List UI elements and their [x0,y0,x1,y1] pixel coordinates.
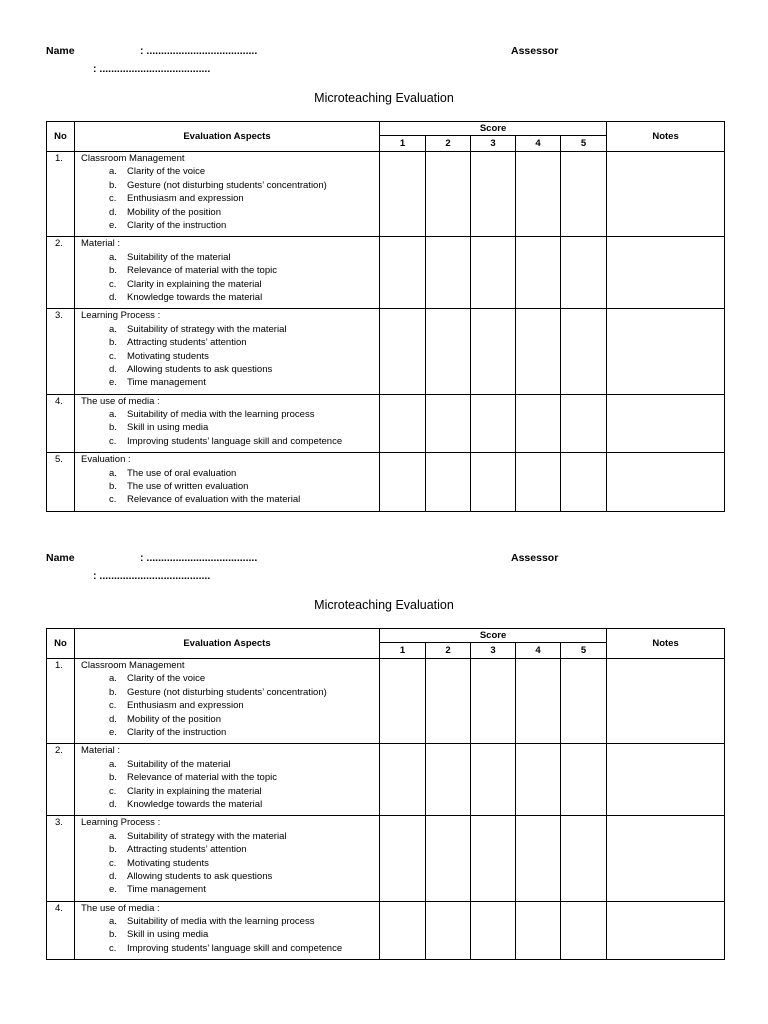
section-aspects [75,309,380,394]
aspect-item [81,350,375,363]
score-3-cell[interactable] [471,659,516,744]
aspect-item [81,278,375,291]
aspect-item-letter: b. [109,686,117,698]
aspect-item-text: Clarity of the instruction [127,726,227,738]
aspect-item-text: Relevance of evaluation with the material [127,494,301,506]
aspect-item-text: Clarity in explaining the material [127,278,262,290]
aspect-item-letter: a. [109,673,117,685]
aspect-item [81,699,375,712]
aspect-item-letter: a. [109,830,117,842]
section-row [47,394,725,453]
section-number: 2. [47,237,75,309]
section-row [47,659,725,744]
score-5-cell[interactable] [561,453,607,512]
score-1-header: 1 [380,643,426,659]
aspect-item-letter: e. [109,377,117,389]
notes-cell[interactable] [607,816,725,901]
score-1-cell[interactable] [380,309,426,394]
aspect-item [81,192,375,205]
section-row [47,453,725,512]
aspect-item-letter: d. [109,206,117,218]
aspect-item [81,480,375,493]
aspect-item-text: Improving students’ language skill and competence [127,942,343,954]
score-4-cell[interactable] [516,901,561,960]
aspect-item-letter: a. [109,323,117,335]
section-title: The use of media : [81,902,160,914]
col-notes-header: Notes [607,122,725,152]
section-title: Learning Process : [81,817,161,829]
aspect-item-letter: d. [109,713,117,725]
notes-cell[interactable] [607,453,725,512]
aspect-item [81,408,375,421]
aspect-item-text: Gesture (not disturbing students’ concentration) [127,179,327,191]
score-2-header: 2 [426,643,471,659]
aspect-item-letter: b. [109,844,117,856]
aspect-item [81,672,375,685]
section-row [47,152,725,237]
section-aspects [75,744,380,816]
notes-cell[interactable] [607,152,725,237]
form-header-1 [0,45,768,93]
score-3-header: 3 [471,136,516,152]
notes-cell[interactable] [607,744,725,816]
aspect-item-letter: a. [109,251,117,263]
score-4-cell[interactable] [516,659,561,744]
section-aspects [75,152,380,237]
form-header-2 [0,552,768,600]
section-aspects [75,659,380,744]
aspect-item-text: Motivating students [127,350,209,362]
section-aspects [75,394,380,453]
score-2-cell[interactable] [426,901,471,960]
col-score-header: Score [380,122,607,136]
aspect-item-text: Relevance of material with the topic [127,265,277,277]
score-2-cell[interactable] [426,152,471,237]
score-4-cell[interactable] [516,816,561,901]
aspect-item-text: Mobility of the position [127,713,221,725]
aspect-item-letter: b. [109,929,117,941]
aspect-item-text: Suitability of the material [127,758,231,770]
aspect-item-letter: b. [109,179,117,191]
section-title: Evaluation : [81,454,131,466]
section-title: Learning Process : [81,310,161,322]
section-aspects [75,816,380,901]
score-3-cell[interactable] [471,744,516,816]
aspect-item-text: Clarity of the voice [127,673,206,685]
aspect-item [81,421,375,434]
score-1-cell[interactable] [380,152,426,237]
aspect-item [81,219,375,232]
aspect-item [81,928,375,941]
aspect-item [81,165,375,178]
aspect-item-text: Clarity of the instruction [127,219,227,231]
score-2-cell[interactable] [426,394,471,453]
assessor-label: Assessor [511,552,559,564]
aspect-item-text: Suitability of strategy with the material [127,830,287,842]
aspect-item [81,251,375,264]
aspect-item [81,870,375,883]
score-4-cell[interactable] [516,152,561,237]
section-title: Classroom Management [81,660,185,671]
score-1-cell[interactable] [380,744,426,816]
score-1-cell[interactable] [380,659,426,744]
section-number: 3. [47,816,75,901]
aspect-item-letter: b. [109,481,117,493]
section-number: 5. [47,453,75,512]
aspect-item-letter: c. [109,700,117,712]
notes-cell[interactable] [607,901,725,960]
section-title: Material : [81,745,121,757]
score-1-cell[interactable] [380,394,426,453]
aspect-item-text: Attracting students’ attention [127,844,247,856]
aspect-item-text: Attracting students’ attention [127,337,247,349]
section-aspects [75,237,380,309]
aspect-item-letter: e. [109,219,117,231]
aspect-item-text: Motivating students [127,857,209,869]
aspect-item-text: Suitability of the material [127,251,231,263]
aspect-item-text: Suitability of strategy with the material [127,323,287,335]
aspect-item [81,883,375,896]
aspect-item-text: Allowing students to ask questions [127,870,273,882]
form-title-1: Microteaching Evaluation [314,91,454,105]
aspect-item [81,726,375,739]
score-4-cell[interactable] [516,744,561,816]
score-1-cell[interactable] [380,453,426,512]
aspect-item-text: Knowledge towards the material [127,798,263,810]
col-notes-header: Notes [607,629,725,659]
score-5-cell[interactable] [561,394,607,453]
form-title-2: Microteaching Evaluation [314,598,454,612]
aspect-item-letter: e. [109,726,117,738]
aspect-item [81,323,375,336]
score-4-cell[interactable] [516,453,561,512]
section-number: 4. [47,901,75,960]
aspect-item-letter: c. [109,494,117,506]
section-number: 2. [47,744,75,816]
score-2-header: 2 [426,136,471,152]
aspect-item [81,798,375,811]
notes-cell[interactable] [607,394,725,453]
aspect-item [81,857,375,870]
score-3-cell[interactable] [471,816,516,901]
aspect-item [81,771,375,784]
aspect-item-letter: d. [109,870,117,882]
assessor-label: Assessor [511,45,559,57]
score-3-cell[interactable] [471,453,516,512]
aspect-item [81,758,375,771]
notes-cell[interactable] [607,309,725,394]
name-field[interactable]: : ...................................... [140,45,258,57]
aspect-item [81,785,375,798]
evaluation-table-2 [46,628,725,960]
score-5-cell[interactable] [561,152,607,237]
aspect-item-text: The use of written evaluation [127,481,249,493]
assessor-field[interactable]: : ...................................... [93,570,211,582]
score-3-cell[interactable] [471,237,516,309]
score-5-cell[interactable] [561,744,607,816]
aspect-item-text: Relevance of material with the topic [127,772,277,784]
aspect-item-letter: b. [109,265,117,277]
aspect-item-letter: b. [109,337,117,349]
aspect-item [81,264,375,277]
aspect-item [81,206,375,219]
aspect-item-letter: c. [109,435,117,447]
aspect-item [81,942,375,955]
aspect-item-text: Clarity in explaining the material [127,785,262,797]
col-no-header: No [47,122,75,152]
section-row [47,237,725,309]
aspect-item-text: Enthusiasm and expression [127,193,244,205]
section-row [47,744,725,816]
score-4-cell[interactable] [516,237,561,309]
aspect-item-letter: d. [109,363,117,375]
aspect-item-letter: e. [109,884,117,896]
aspect-item-letter: a. [109,916,117,928]
aspect-item [81,713,375,726]
score-4-cell[interactable] [516,309,561,394]
section-number: 3. [47,309,75,394]
score-4-header: 4 [516,136,561,152]
section-aspects [75,453,380,512]
aspect-item-letter: a. [109,166,117,178]
score-5-cell[interactable] [561,901,607,960]
score-2-cell[interactable] [426,237,471,309]
name-label: Name [46,552,75,564]
section-aspects [75,901,380,960]
aspect-item-letter: c. [109,350,117,362]
aspect-item-letter: c. [109,193,117,205]
aspect-item-text: Improving students’ language skill and competence [127,435,343,447]
aspect-item [81,686,375,699]
section-title: Material : [81,238,121,250]
score-1-cell[interactable] [380,901,426,960]
aspect-item-text: Time management [127,884,206,896]
score-2-cell[interactable] [426,309,471,394]
score-2-cell[interactable] [426,744,471,816]
aspect-item [81,376,375,389]
section-number: 4. [47,394,75,453]
aspect-item [81,336,375,349]
aspect-item [81,467,375,480]
aspect-item-letter: a. [109,758,117,770]
aspect-item-letter: a. [109,467,117,479]
col-aspects-header: Evaluation Aspects [75,122,380,152]
assessor-field[interactable]: : ...................................... [93,63,211,75]
aspect-item [81,179,375,192]
score-5-cell[interactable] [561,237,607,309]
section-row [47,816,725,901]
aspect-item [81,291,375,304]
section-row [47,309,725,394]
aspect-item-letter: c. [109,785,117,797]
aspect-item-text: Skill in using media [127,929,209,941]
score-5-header: 5 [561,643,607,659]
score-3-header: 3 [471,643,516,659]
aspect-item-text: Mobility of the position [127,206,221,218]
col-no-header: No [47,629,75,659]
aspect-item [81,493,375,506]
section-row [47,901,725,960]
section-title: The use of media : [81,395,160,407]
aspect-item-letter: b. [109,772,117,784]
col-score-header: Score [380,629,607,643]
aspect-item-text: Suitability of media with the learning process [127,409,315,421]
aspect-item-text: Knowledge towards the material [127,291,263,303]
aspect-item-text: Gesture (not disturbing students’ concentration) [127,686,327,698]
score-3-cell[interactable] [471,394,516,453]
score-2-cell[interactable] [426,453,471,512]
aspect-item-text: Time management [127,377,206,389]
score-5-header: 5 [561,136,607,152]
notes-cell[interactable] [607,659,725,744]
aspect-item-letter: b. [109,422,117,434]
aspect-item-text: Suitability of media with the learning process [127,916,315,928]
aspect-item [81,363,375,376]
score-5-cell[interactable] [561,659,607,744]
aspect-item-letter: c. [109,857,117,869]
aspect-item-text: Skill in using media [127,422,209,434]
name-label: Name [46,45,75,57]
aspect-item-letter: a. [109,409,117,421]
aspect-item-letter: c. [109,942,117,954]
evaluation-table-1 [46,121,725,512]
aspect-item-letter: d. [109,798,117,810]
aspect-item-letter: c. [109,278,117,290]
aspect-item-text: Enthusiasm and expression [127,700,244,712]
aspect-item [81,843,375,856]
col-aspects-header: Evaluation Aspects [75,629,380,659]
section-number: 1. [47,659,75,744]
score-3-cell[interactable] [471,152,516,237]
score-1-cell[interactable] [380,816,426,901]
aspect-item-letter: d. [109,291,117,303]
score-2-cell[interactable] [426,816,471,901]
aspect-item [81,915,375,928]
aspect-item-text: Allowing students to ask questions [127,363,273,375]
score-1-cell[interactable] [380,237,426,309]
aspect-item-text: The use of oral evaluation [127,467,237,479]
aspect-item [81,830,375,843]
score-1-header: 1 [380,136,426,152]
score-5-cell[interactable] [561,816,607,901]
section-title: Classroom Management [81,153,185,164]
score-4-header: 4 [516,643,561,659]
notes-cell[interactable] [607,237,725,309]
score-4-cell[interactable] [516,394,561,453]
score-3-cell[interactable] [471,309,516,394]
name-field[interactable]: : ...................................... [140,552,258,564]
aspect-item-text: Clarity of the voice [127,166,206,178]
score-2-cell[interactable] [426,659,471,744]
section-number: 1. [47,152,75,237]
score-5-cell[interactable] [561,309,607,394]
aspect-item [81,435,375,448]
score-3-cell[interactable] [471,901,516,960]
